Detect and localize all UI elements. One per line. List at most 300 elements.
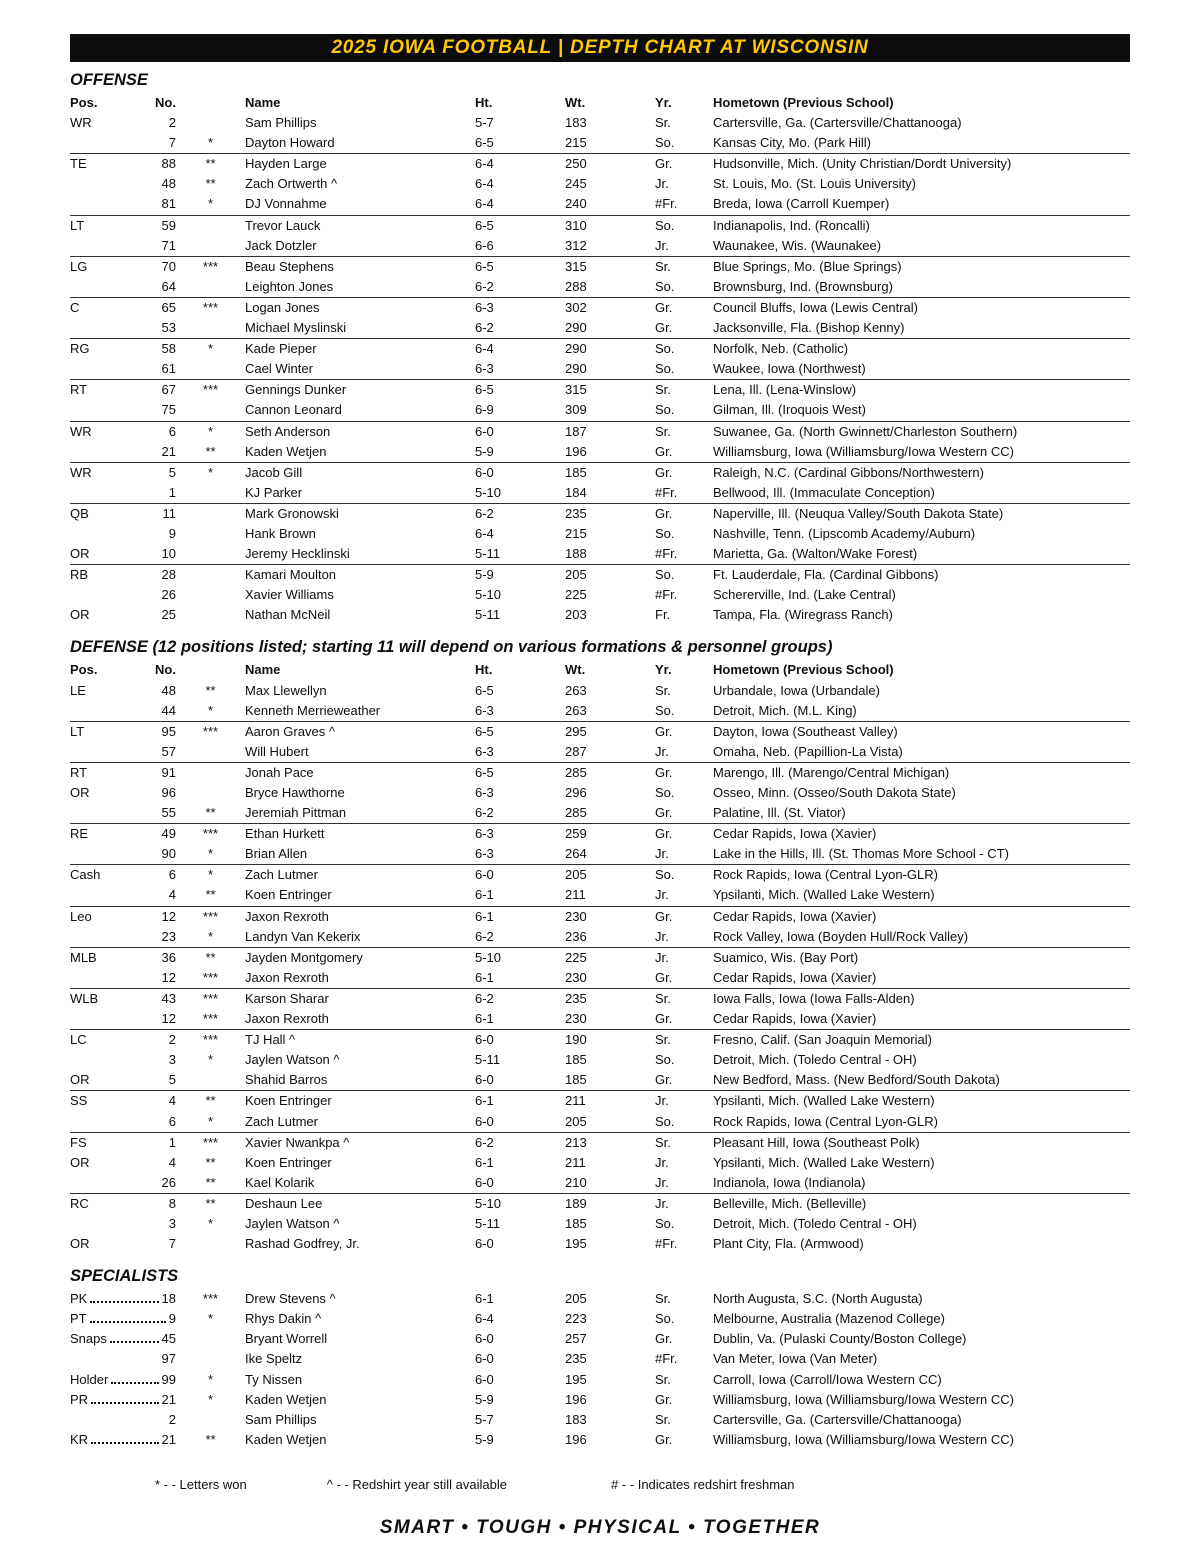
col-pos-no — [70, 504, 176, 524]
player-height: 6-5 — [475, 258, 494, 274]
column-header-wt: Wt. — [565, 662, 586, 678]
player-year: So. — [655, 1113, 675, 1129]
player-name: Koen Entringer — [245, 1093, 332, 1109]
player-hometown: Melbourne, Australia (Mazenod College) — [713, 1311, 945, 1327]
jersey-number: 21 — [161, 1431, 176, 1447]
player-name: Aaron Graves ^ — [245, 723, 335, 739]
pos-label: KR — [70, 1431, 89, 1447]
jersey-number: 59 — [161, 217, 176, 233]
player-height: 6-4 — [475, 176, 494, 192]
player-year: Jr. — [655, 176, 669, 192]
player-name: Jaxon Rexroth — [245, 1011, 329, 1027]
letters-won: * — [207, 1311, 214, 1327]
player-row — [70, 1289, 1130, 1309]
player-hometown: Belleville, Mich. (Belleville) — [713, 1195, 867, 1211]
jersey-number: 4 — [168, 1093, 176, 1109]
player-hometown: Bellwood, Ill. (Immaculate Conception) — [713, 484, 935, 500]
player-row — [70, 422, 1130, 442]
motto: SMART • TOUGH • PHYSICAL • TOGETHER — [379, 1516, 821, 1538]
player-weight: 240 — [565, 196, 587, 212]
player-hometown: Ypsilanti, Mich. (Walled Lake Western) — [713, 1093, 935, 1109]
player-name: Ike Speltz — [245, 1351, 303, 1367]
col-pos-no — [70, 1009, 176, 1029]
player-name: Jonah Pace — [245, 764, 314, 780]
player-row — [70, 824, 1130, 844]
pos-label: PK — [70, 1291, 88, 1307]
letters-won — [176, 400, 245, 420]
jersey-number: 12 — [161, 908, 176, 924]
player-hometown: Gilman, Ill. (Iroquois West) — [713, 402, 866, 418]
player-row — [70, 1234, 1130, 1254]
player-year: So. — [655, 525, 675, 541]
jersey-number: 95 — [161, 723, 176, 739]
col-pos-no — [70, 1234, 176, 1254]
player-year: Jr. — [655, 743, 669, 759]
jersey-number: 2 — [168, 115, 176, 131]
col-pos-no — [70, 400, 176, 420]
letters-won: *** — [202, 258, 219, 274]
col-pos-no — [70, 948, 176, 968]
player-year: Sr. — [655, 423, 671, 439]
player-row — [70, 722, 1130, 742]
jersey-number: 58 — [161, 341, 176, 357]
jersey-number: 45 — [161, 1331, 176, 1347]
column-header-hometown: Hometown (Previous School) — [713, 95, 894, 110]
col-pos-no — [70, 216, 176, 236]
player-name: Rashad Godfrey, Jr. — [245, 1236, 360, 1252]
player-hometown: Norfolk, Neb. (Catholic) — [713, 341, 849, 357]
player-year: Gr. — [655, 1331, 673, 1347]
player-row — [70, 463, 1130, 483]
player-weight: 196 — [565, 443, 587, 459]
pos-label: SS — [70, 1093, 88, 1109]
player-year: Gr. — [655, 320, 673, 336]
letters-won: * — [207, 846, 214, 862]
player-hometown: Council Bluffs, Iowa (Lewis Central) — [713, 299, 918, 315]
player-row — [70, 585, 1130, 605]
col-pos-no — [70, 174, 176, 194]
position-group — [70, 865, 1130, 906]
jersey-number: 8 — [168, 1195, 176, 1211]
player-height: 6-4 — [475, 196, 494, 212]
jersey-number: 7 — [168, 1236, 176, 1252]
player-height: 6-3 — [475, 785, 494, 800]
letters-won — [176, 605, 245, 625]
player-hometown: Dayton, Iowa (Southeast Valley) — [713, 723, 898, 739]
player-name: Zach Ortwerth ^ — [245, 176, 338, 192]
player-hometown: Breda, Iowa (Carroll Kuemper) — [713, 196, 890, 212]
player-weight: 230 — [565, 1011, 587, 1027]
column-header-no: No. — [155, 662, 176, 678]
player-year: Gr. — [655, 969, 673, 985]
letters-won: * — [207, 702, 214, 718]
player-name: Seth Anderson — [245, 423, 331, 439]
player-hometown: Marietta, Ga. (Walton/Wake Forest) — [713, 546, 918, 562]
player-hometown: St. Louis, Mo. (St. Louis University) — [713, 176, 917, 192]
player-year: Gr. — [655, 826, 673, 842]
player-weight: 205 — [565, 1291, 587, 1307]
player-year: Jr. — [655, 1174, 669, 1190]
col-pos-no — [70, 1329, 176, 1349]
col-pos-no — [70, 1214, 176, 1234]
player-weight: 312 — [565, 237, 587, 253]
player-height: 6-0 — [475, 423, 494, 439]
player-height: 6-2 — [475, 805, 494, 821]
column-header-pos: Pos. — [70, 95, 98, 110]
player-weight: 236 — [565, 928, 587, 944]
col-pos-no — [70, 927, 176, 947]
jersey-number: 26 — [161, 587, 176, 603]
player-hometown: Cedar Rapids, Iowa (Xavier) — [713, 908, 877, 924]
player-hometown: Rock Valley, Iowa (Boyden Hull/Rock Valley) — [713, 928, 969, 944]
player-height: 6-0 — [475, 1174, 494, 1190]
column-header-row — [70, 93, 1130, 113]
letters-won: *** — [202, 1011, 219, 1027]
column-header-yr: Yr. — [655, 662, 672, 678]
player-hometown: Naperville, Ill. (Neuqua Valley/South Dakota State) — [713, 505, 1004, 521]
player-hometown: Ft. Lauderdale, Fla. (Cardinal Gibbons) — [713, 567, 939, 583]
position-group — [70, 339, 1130, 380]
jersey-number: 11 — [162, 505, 176, 521]
player-name: Deshaun Lee — [245, 1195, 323, 1211]
player-weight: 196 — [565, 1391, 587, 1407]
player-weight: 203 — [565, 607, 587, 623]
player-height: 6-2 — [475, 278, 494, 294]
player-height: 5-10 — [475, 1195, 502, 1211]
player-height: 5-10 — [475, 949, 502, 965]
player-row — [70, 174, 1130, 194]
position-group — [70, 681, 1130, 722]
section-title-offense: OFFENSE — [70, 71, 148, 89]
player-name: Landyn Van Kekerix — [245, 928, 361, 944]
col-pos-no — [70, 339, 176, 359]
letters-won — [176, 524, 245, 544]
pos-label: OR — [70, 607, 90, 623]
player-year: Sr. — [655, 1371, 671, 1387]
player-weight: 230 — [565, 908, 587, 924]
player-height: 6-1 — [475, 887, 494, 903]
col-pos-no — [70, 318, 176, 338]
player-weight: 211 — [565, 1154, 586, 1170]
player-hometown: Cedar Rapids, Iowa (Xavier) — [713, 826, 877, 842]
col-pos-no — [70, 783, 176, 803]
letters-won: ** — [205, 949, 216, 965]
player-height: 5-10 — [475, 484, 502, 500]
player-name: Xavier Nwankpa ^ — [245, 1134, 350, 1150]
player-name: Jayden Montgomery — [245, 949, 363, 965]
position-group — [70, 1289, 1130, 1450]
player-height: 6-5 — [475, 764, 494, 780]
player-year: Sr. — [655, 258, 671, 274]
letters-won: *** — [202, 299, 219, 315]
player-hometown: Ypsilanti, Mich. (Walled Lake Western) — [713, 887, 935, 903]
player-hometown: Raleigh, N.C. (Cardinal Gibbons/Northwestern) — [713, 464, 984, 480]
col-pos-no — [70, 544, 176, 564]
player-weight: 285 — [565, 805, 587, 821]
player-name: Kael Kolarik — [245, 1174, 315, 1190]
jersey-number: 49 — [161, 826, 176, 842]
jersey-number: 2 — [168, 1411, 176, 1427]
player-name: Kenneth Merrieweather — [245, 702, 381, 718]
player-row — [70, 968, 1130, 988]
player-row — [70, 483, 1130, 503]
player-hometown: Van Meter, Iowa (Van Meter) — [713, 1351, 878, 1367]
column-header-no: No. — [155, 95, 176, 110]
player-weight: 290 — [565, 361, 587, 377]
player-weight: 296 — [565, 785, 587, 800]
player-weight: 185 — [565, 1072, 587, 1088]
player-name: Jaxon Rexroth — [245, 969, 329, 985]
player-weight: 225 — [565, 587, 587, 603]
player-height: 6-1 — [475, 1011, 494, 1027]
player-weight: 310 — [565, 217, 587, 233]
player-hometown: Brownsburg, Ind. (Brownsburg) — [713, 278, 893, 294]
player-name: Jeremiah Pittman — [245, 805, 347, 821]
player-name: DJ Vonnahme — [245, 196, 327, 212]
pos-label: Holder — [70, 1371, 109, 1387]
player-name: Kaden Wetjen — [245, 1431, 327, 1447]
player-weight: 235 — [565, 1351, 587, 1367]
player-row — [70, 1370, 1130, 1390]
pos-label: OR — [70, 546, 90, 562]
legend-letters-won: * - - Letters won — [155, 1476, 247, 1492]
pos-label: TE — [70, 156, 87, 172]
jersey-number: 96 — [161, 785, 176, 800]
position-group — [70, 1030, 1130, 1091]
specialists-table — [70, 1289, 1130, 1450]
player-weight: 295 — [565, 723, 587, 739]
col-pos-no — [70, 701, 176, 721]
defense-table — [70, 681, 1130, 1255]
col-pos-no — [70, 1070, 176, 1090]
player-year: Gr. — [655, 464, 673, 480]
letters-won — [176, 216, 245, 236]
player-weight: 205 — [565, 1113, 587, 1129]
position-group — [70, 1133, 1130, 1194]
player-year: So. — [655, 785, 675, 800]
player-year: Gr. — [655, 443, 673, 459]
jersey-number: 6 — [168, 867, 176, 883]
player-height: 5-11 — [475, 1215, 501, 1231]
player-name: Bryce Hawthorne — [245, 785, 345, 800]
col-pos-no — [70, 442, 176, 462]
player-weight: 263 — [565, 682, 587, 698]
player-height: 6-3 — [475, 826, 494, 842]
pos-label: WR — [70, 115, 92, 131]
pos-label: OR — [70, 1236, 90, 1252]
player-row — [70, 277, 1130, 297]
player-row — [70, 742, 1130, 762]
player-row — [70, 236, 1130, 256]
col-pos-no — [70, 1112, 176, 1132]
pos-label: C — [70, 299, 80, 315]
player-row — [70, 194, 1130, 214]
player-year: Gr. — [655, 1391, 673, 1407]
player-height: 6-0 — [475, 1113, 494, 1129]
jersey-number: 57 — [161, 743, 176, 759]
player-row — [70, 885, 1130, 905]
player-hometown: Cedar Rapids, Iowa (Xavier) — [713, 969, 877, 985]
jersey-number: 48 — [161, 682, 176, 698]
jersey-number: 36 — [161, 949, 176, 965]
col-pos-no — [70, 1370, 176, 1390]
pos-label: RG — [70, 341, 90, 357]
player-row — [70, 565, 1130, 585]
letters-won: *** — [202, 1032, 219, 1048]
player-year: So. — [655, 341, 675, 357]
column-header-ht: Ht. — [475, 662, 493, 678]
letters-won: * — [207, 341, 214, 357]
player-name: Koen Entringer — [245, 887, 332, 903]
player-name: Beau Stephens — [245, 258, 334, 274]
letters-won — [176, 763, 245, 783]
player-name: Jack Dotzler — [245, 237, 317, 253]
player-row — [70, 442, 1130, 462]
letters-won: *** — [202, 723, 219, 739]
player-height: 6-2 — [475, 990, 494, 1006]
player-weight: 211 — [565, 887, 586, 903]
player-height: 5-11 — [475, 546, 501, 562]
position-group — [70, 722, 1130, 763]
player-name: Bryant Worrell — [245, 1331, 328, 1347]
player-row — [70, 1070, 1130, 1090]
pos-label: PT — [70, 1311, 87, 1327]
col-pos-no — [70, 483, 176, 503]
player-name: Ty Nissen — [245, 1371, 303, 1387]
column-header-ht: Ht. — [475, 95, 493, 110]
column-header-name: Name — [245, 662, 281, 678]
player-hometown: Indianola, Iowa (Indianola) — [713, 1174, 866, 1190]
position-group — [70, 504, 1130, 565]
letters-won: *** — [202, 990, 219, 1006]
player-height: 6-5 — [475, 382, 494, 398]
pos-label: OR — [70, 1154, 90, 1170]
player-name: Cannon Leonard — [245, 402, 342, 418]
player-year: So. — [655, 402, 675, 418]
col-pos-no — [70, 885, 176, 905]
player-weight: 264 — [565, 846, 587, 862]
legend-redshirt-available: ^ - - Redshirt year still available — [326, 1476, 507, 1492]
player-row — [70, 844, 1130, 864]
player-name: Mark Gronowski — [245, 505, 339, 521]
player-year: Jr. — [655, 237, 669, 253]
player-year: So. — [655, 217, 675, 233]
player-weight: 211 — [565, 1093, 586, 1109]
col-pos-no — [70, 742, 176, 762]
letters-won: ** — [205, 805, 216, 821]
pos-label: LT — [70, 217, 85, 233]
player-weight: 196 — [565, 1431, 587, 1447]
player-height: 5-10 — [475, 587, 502, 603]
column-header-name: Name — [245, 95, 281, 110]
col-pos-no — [70, 968, 176, 988]
jersey-number: 23 — [161, 928, 176, 944]
player-weight: 288 — [565, 278, 587, 294]
player-weight: 290 — [565, 341, 587, 357]
player-row — [70, 1050, 1130, 1070]
player-year: Jr. — [655, 928, 669, 944]
player-hometown: Pleasant Hill, Iowa (Southeast Polk) — [713, 1134, 920, 1150]
col-pos-no — [70, 113, 176, 133]
letters-won: * — [207, 423, 214, 439]
player-hometown: New Bedford, Mass. (New Bedford/South Dakota) — [713, 1072, 1000, 1088]
pos-label: Cash — [70, 867, 101, 883]
player-name: Sam Phillips — [245, 1411, 317, 1427]
letters-won: ** — [205, 1195, 216, 1211]
letters-won — [176, 1070, 245, 1090]
player-name: Cael Winter — [245, 361, 313, 377]
player-hometown: Plant City, Fla. (Armwood) — [713, 1236, 864, 1252]
player-weight: 185 — [565, 1215, 587, 1231]
position-group — [70, 1194, 1130, 1254]
letters-won: ** — [205, 1154, 216, 1170]
pos-label: FS — [70, 1134, 87, 1150]
player-hometown: Williamsburg, Iowa (Williamsburg/Iowa Western CC) — [713, 1431, 1014, 1447]
position-group — [70, 422, 1130, 463]
page-title: 2025 IOWA FOOTBALL | DEPTH CHART AT WISCONSIN — [331, 37, 869, 58]
player-name: Kaden Wetjen — [245, 443, 327, 459]
letters-won: * — [207, 1052, 214, 1068]
player-weight: 183 — [565, 115, 587, 131]
player-row — [70, 524, 1130, 544]
pos-label: LT — [70, 723, 85, 739]
player-name: Hank Brown — [245, 525, 316, 541]
jersey-number: 81 — [161, 196, 176, 212]
letters-won: * — [207, 464, 214, 480]
player-height: 6-0 — [475, 1351, 494, 1367]
player-row — [70, 701, 1130, 721]
dotted-leader — [91, 1402, 158, 1404]
player-height: 6-3 — [475, 702, 494, 718]
col-pos-no — [70, 524, 176, 544]
player-year: #Fr. — [655, 1351, 678, 1367]
player-hometown: North Augusta, S.C. (North Augusta) — [713, 1291, 923, 1307]
player-height: 6-3 — [475, 846, 494, 862]
col-pos-no — [70, 989, 176, 1009]
player-hometown: Urbandale, Iowa (Urbandale) — [713, 682, 880, 698]
position-group — [70, 113, 1130, 154]
col-pos-no — [70, 763, 176, 783]
player-year: Sr. — [655, 1411, 671, 1427]
player-hometown: Lena, Ill. (Lena-Winslow) — [713, 382, 857, 398]
column-header-row — [70, 660, 1130, 680]
player-name: Jaylen Watson ^ — [245, 1215, 340, 1231]
player-hometown: Williamsburg, Iowa (Williamsburg/Iowa Western CC) — [713, 1391, 1014, 1407]
player-name: Drew Stevens ^ — [245, 1291, 336, 1307]
player-weight: 263 — [565, 702, 587, 718]
player-height: 5-9 — [475, 567, 494, 583]
dotted-leader — [110, 1341, 159, 1343]
player-row — [70, 1194, 1130, 1214]
player-year: So. — [655, 278, 675, 294]
pos-label: RT — [70, 764, 88, 780]
pos-label: PR — [70, 1391, 89, 1407]
player-height: 5-9 — [475, 1431, 494, 1447]
player-height: 6-2 — [475, 1134, 494, 1150]
col-pos-no — [70, 380, 176, 400]
player-height: 6-3 — [475, 299, 494, 315]
col-pos-no — [70, 681, 176, 701]
player-year: Sr. — [655, 1134, 671, 1150]
player-hometown: Rock Rapids, Iowa (Central Lyon-GLR) — [713, 1113, 938, 1129]
player-hometown: Schererville, Ind. (Lake Central) — [713, 587, 896, 603]
player-weight: 184 — [565, 484, 587, 500]
col-pos-no — [70, 1030, 176, 1050]
jersey-number: 12 — [161, 1011, 176, 1027]
position-group — [70, 298, 1130, 339]
player-year: Fr. — [655, 607, 671, 623]
player-height: 6-0 — [475, 464, 494, 480]
